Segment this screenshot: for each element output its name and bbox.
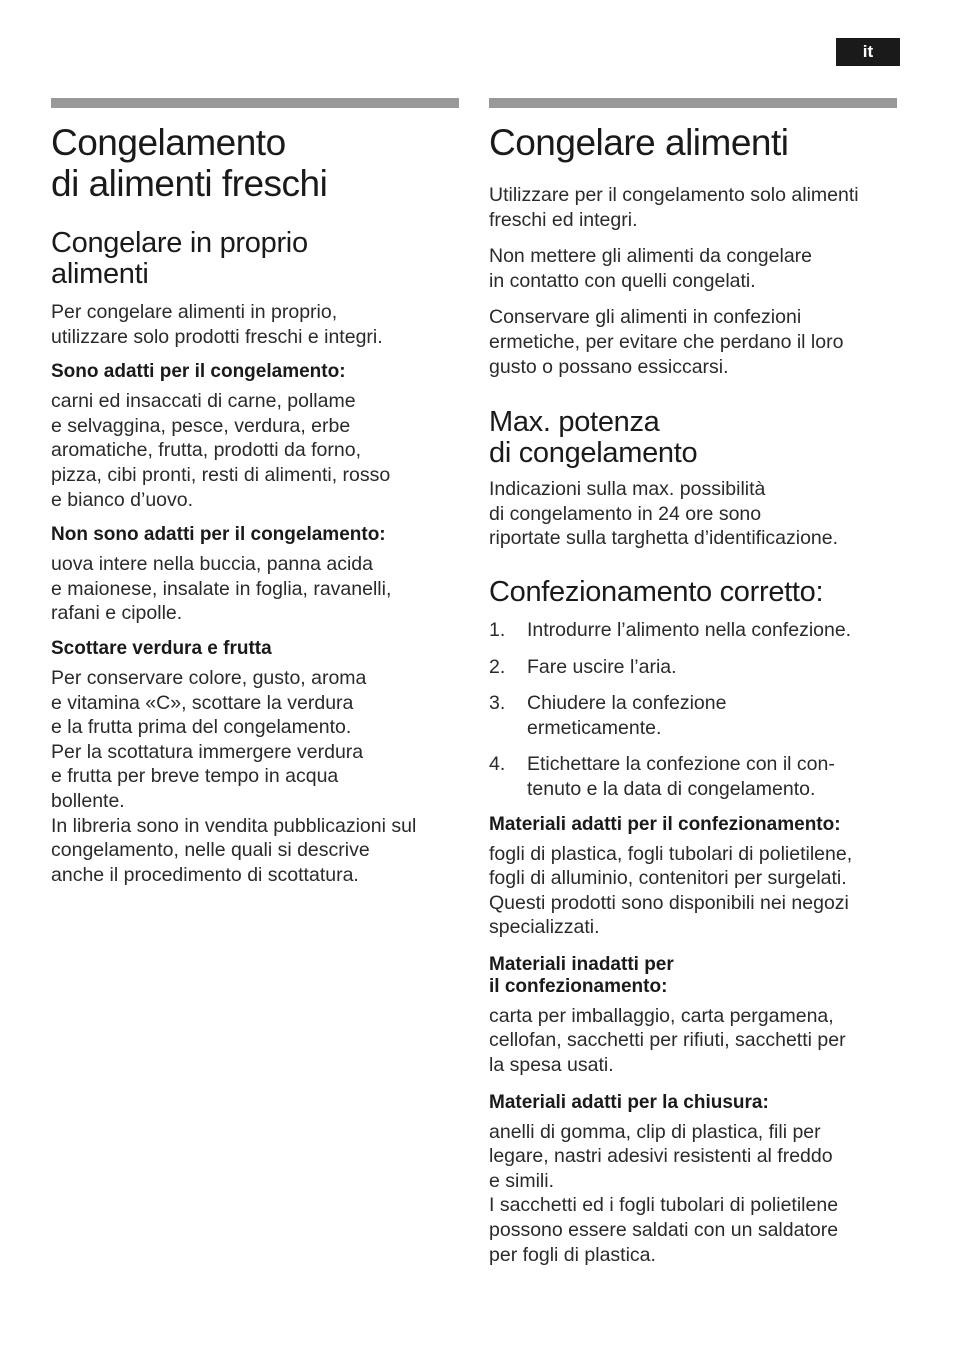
right-column [489, 98, 901, 1267]
left-title [51, 122, 459, 204]
paragraph-blanch [51, 666, 459, 887]
text-line: In libreria sono in vendita pubblicazioni sul [51, 814, 417, 837]
heading-blanch [51, 638, 459, 660]
heading-line: Congelare in proprio [51, 227, 308, 259]
text-line: I sacchetti ed i fogli tubolari di polietilene [489, 1194, 839, 1217]
title-line: Congelamento [51, 122, 286, 163]
text-line: anelli di gomma, clip di plastica, fili per [489, 1120, 821, 1143]
heading-confezionamento [489, 577, 901, 608]
list-item [489, 752, 901, 801]
text-line: utilizzare solo prodotti freschi e integri. [51, 325, 383, 348]
text-line: pizza, cibi pronti, resti di alimenti, rosso [51, 463, 391, 486]
text-line: Fare uscire l’aria. [527, 655, 677, 678]
text-line: Conservare gli alimenti in confezioni [489, 306, 802, 329]
text-line: carta per imballaggio, carta pergamena, [489, 1004, 834, 1027]
heading-closure [489, 1092, 901, 1114]
text-line: aromatiche, frutta, prodotti da forno, [51, 439, 362, 462]
section-divider [51, 98, 459, 108]
text-line: Etichettare la confezione con il con- [527, 753, 835, 776]
heading-line: alimenti [51, 258, 149, 290]
text-line: bollente. [51, 789, 125, 812]
heading-max-potenza [489, 407, 901, 469]
text-line: Introdurre l’alimento nella confezione. [527, 618, 852, 641]
text-line: rafani e cipolle. [51, 602, 183, 625]
paragraph-max-potenza [489, 477, 901, 551]
text-line: riportate sulla targhetta d’identificazione. [489, 527, 839, 550]
text-line: gusto o possano essiccarsi. [489, 355, 729, 378]
text-line: Chiudere la confezione [527, 692, 727, 715]
text-line: tenuto e la data di congelamento. [527, 777, 816, 800]
paragraph-closure [489, 1120, 901, 1268]
heading-line: Confezionamento corretto: [489, 575, 824, 608]
text-line: in contatto con quelli congelati. [489, 269, 756, 292]
step-number: 4. [489, 753, 506, 776]
right-title [489, 122, 901, 163]
heading-materials-ok [489, 814, 901, 836]
paragraph-materials-bad [489, 1004, 901, 1078]
heading-unsuitable [51, 524, 459, 546]
section-divider [489, 98, 897, 108]
paragraph-materials-ok [489, 842, 901, 940]
text-line: Per conservare colore, gusto, aroma [51, 666, 367, 689]
heading-line: Scottare verdura e frutta [51, 637, 272, 659]
text-line: congelamento, nelle quali si descrive [51, 839, 370, 862]
text-line: e la frutta prima del congelamento. [51, 716, 352, 739]
left-column [51, 98, 459, 887]
list-item [489, 618, 901, 643]
text-line: freschi ed integri. [489, 208, 638, 231]
text-line: la spesa usati. [489, 1054, 614, 1077]
text-line: Indicazioni sulla max. possibilità [489, 478, 766, 501]
paragraph-unsuitable [51, 552, 459, 626]
paragraph-intro-2 [489, 244, 901, 293]
paragraph-suitable [51, 389, 459, 512]
step-number: 2. [489, 655, 506, 678]
text-line: legare, nastri adesivi resistenti al freddo [489, 1145, 833, 1168]
text-line: Per congelare alimenti in proprio, [51, 301, 338, 323]
text-line: e maionese, insalate in foglia, ravanelli, [51, 577, 392, 600]
heading-line: Max. potenza [489, 406, 660, 439]
step-number: 1. [489, 618, 506, 641]
text-line: fogli di alluminio, contenitori per surgelati. [489, 867, 847, 890]
heading-line: Materiali adatti per il confezionamento: [489, 813, 841, 835]
text-line: uova intere nella buccia, panna acida [51, 553, 373, 576]
paragraph-intro [51, 300, 459, 349]
list-item [489, 691, 901, 740]
text-line: di congelamento in 24 ore sono [489, 502, 762, 525]
text-line: ermetiche, per evitare che perdano il loro [489, 330, 844, 353]
step-number: 3. [489, 692, 506, 715]
text-line: Utilizzare per il congelamento solo alimenti [489, 184, 859, 206]
heading-line: Materiali inadatti per [489, 953, 674, 975]
text-line: Non mettere gli alimenti da congelare [489, 245, 813, 268]
heading-line: Non sono adatti per il congelamento: [51, 524, 386, 546]
heading-line: di congelamento [489, 437, 698, 470]
paragraph-intro-3 [489, 305, 901, 379]
heading-line: Sono adatti per il congelamento: [51, 361, 346, 383]
text-line: e simili. [489, 1169, 555, 1192]
text-line: per fogli di plastica. [489, 1243, 656, 1266]
text-line: e frutta per breve tempo in acqua [51, 765, 339, 788]
title-line: Congelare alimenti [489, 122, 789, 163]
heading-congelare-in-proprio [51, 228, 459, 290]
text-line: Per la scottatura immergere verdura [51, 740, 364, 763]
text-line: e vitamina «C», scottare la verdura [51, 691, 354, 714]
text-line: possono essere saldati con un saldatore [489, 1219, 839, 1242]
packaging-steps [489, 618, 901, 802]
language-badge: it [836, 38, 900, 66]
text-line: carni ed insaccati di carne, pollame [51, 390, 356, 413]
text-line: e selvaggina, pesce, verdura, erbe [51, 414, 351, 437]
text-line: e bianco d’uovo. [51, 488, 194, 511]
text-line: fogli di plastica, fogli tubolari di polietilene, [489, 842, 853, 865]
heading-materials-bad [489, 954, 901, 998]
text-line: ermeticamente. [527, 716, 662, 739]
heading-suitable [51, 361, 459, 383]
text-line: cellofan, sacchetti per rifiuti, sacchetti per [489, 1029, 846, 1052]
paragraph-intro-1 [489, 183, 901, 232]
list-item [489, 655, 901, 680]
heading-line: il confezionamento: [489, 975, 668, 997]
text-line: anche il procedimento di scottatura. [51, 863, 359, 886]
text-line: specializzati. [489, 916, 600, 939]
heading-line: Materiali adatti per la chiusura: [489, 1091, 769, 1113]
title-line: di alimenti freschi [51, 163, 328, 204]
text-line: Questi prodotti sono disponibili nei negozi [489, 891, 849, 914]
